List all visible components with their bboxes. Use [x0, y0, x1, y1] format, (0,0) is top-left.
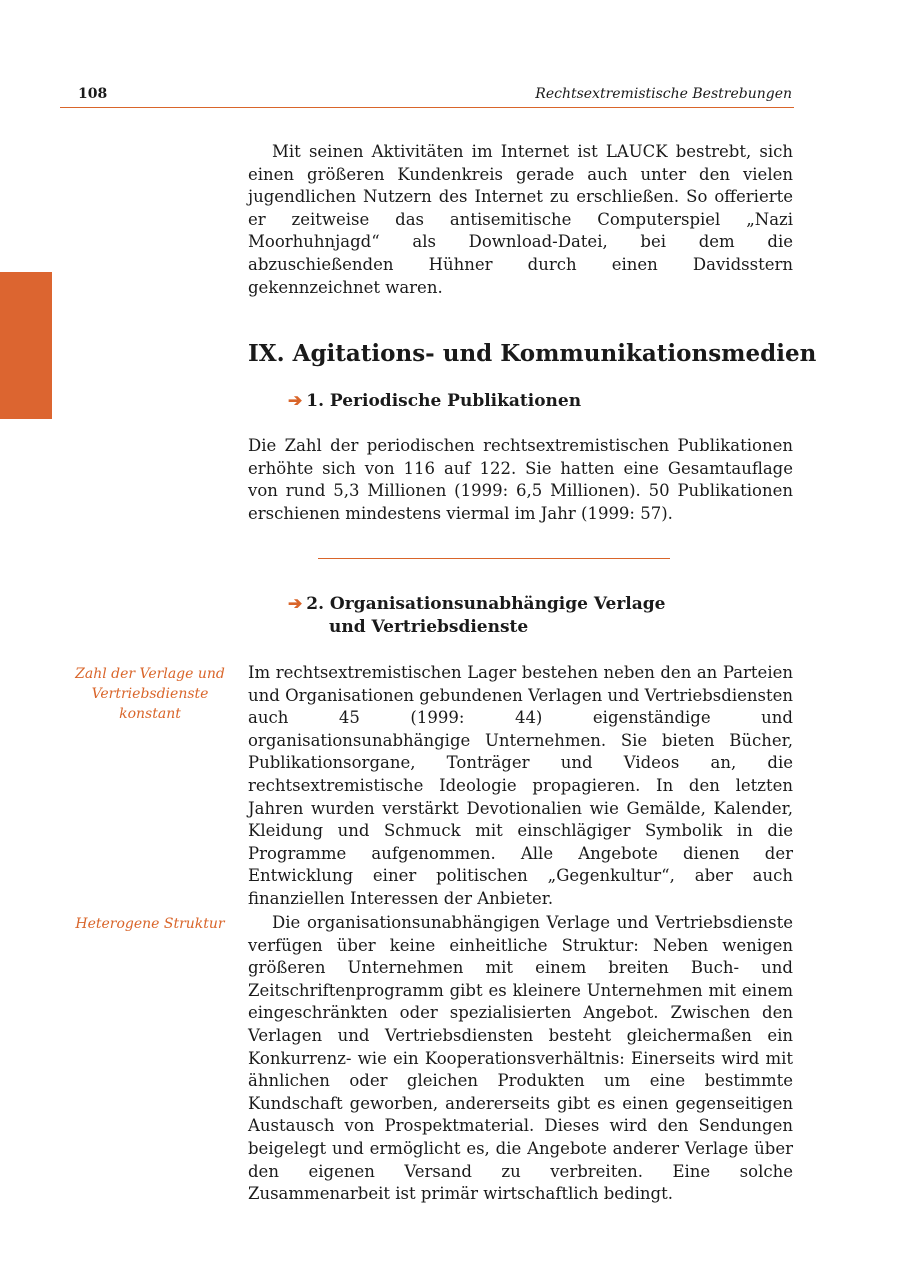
- margin-note-publishers: Zahl der Verlage und Vertriebsdienste konstant: [75, 666, 225, 722]
- section-heading-2: [288, 593, 768, 639]
- paragraph-intro: Mit seinen Aktivitäten im Internet ist LAUCK bestrebt, sich einen größeren Kundenkreis gerade auch unter den vielen jugendlichen Nutzern des Internet zu erschließen. So offerierte er zeitweise das antisemitische Computerspiel „Nazi Moorhuhnjagd“ als Download-Datei, bei dem die abzuschießenden Hühner durch einen Davidsstern gekennzeichnet waren.: [248, 142, 793, 297]
- chapter-title: IX. Agitations- und Kommunikationsmedien: [248, 340, 817, 367]
- section-title-2-line1: 2. Organisationsunabhängige Verlage: [306, 594, 666, 614]
- paragraph-publishers: Im rechtsextremistischen Lager bestehen neben den an Parteien und Organisationen gebundenen Verlagen und Vertriebsdiensten auch 45 (1999: 44) eigenständige und organisationsunabhängige Unternehmen. Sie bieten Bücher, Publikationsorgane, Tonträger und Videos an, die rechtsextremistische Ideologie propagieren. In den letzten Jahren wurden verstärkt Devotionalien wie Gemälde, Kalender, Kleidung und Schmuck mit einschlägiger Symbolik in die Programme aufgenommen. Alle Angebote dienen der Entwicklung einer politischen „Gegenkultur“, aber auch finanziellen Interessen der Anbieter.: [248, 663, 793, 908]
- page-header: [60, 85, 794, 108]
- arrow-icon: ➔: [288, 391, 303, 411]
- arrow-icon: ➔: [288, 594, 303, 614]
- margin-note-structure: Heterogene Struktur: [75, 916, 225, 932]
- page-number: 108: [78, 86, 108, 102]
- paragraph-structure: Die organisationsunabhängigen Verlage und Vertriebsdienste verfügen über keine einheitliche Struktur: Neben wenigen größeren Unternehmen mit einem breiten Buch- und Zeitschriftenprogramm gibt es kleinere Unternehmen mit einem eingeschränkten oder spezialisierten Angebot. Zwischen den Verlagen und Vertriebsdiensten besteht gleichermaßen ein Konkurrenz- wie ein Kooperationsverhältnis: Einerseits wird mit ähnlichen oder gleichen Produkten um eine bestimmte Kundschaft geworben, andererseits gibt es einen gegenseitigen Austausch von Prospektmaterial. Dieses wird den Sendungen beigelegt und ermöglicht es, die Angebote anderer Verlage über den eigenen Versand zu verbreiten. Eine solche Zusammenarbeit ist primär wirtschaftlich bedingt.: [248, 913, 793, 1204]
- running-title: Rechtsextremistische Bestrebungen: [535, 86, 792, 102]
- paragraph-periodic: Die Zahl der periodischen rechtsextremistischen Publikationen erhöhte sich von 116 auf 122. Sie hatten eine Gesamtauflage von rund 5,3 Millionen (1999: 6,5 Millionen). 50 Publikationen erschienen mindestens viermal im Jahr (1999: 57).: [248, 436, 793, 523]
- section-heading-1: [288, 390, 768, 413]
- chapter-tab-marker: [0, 272, 52, 419]
- section-divider: [318, 558, 670, 559]
- section-title-2-line2: und Vertriebsdienste: [329, 617, 529, 637]
- section-title-1: 1. Periodische Publikationen: [306, 391, 582, 411]
